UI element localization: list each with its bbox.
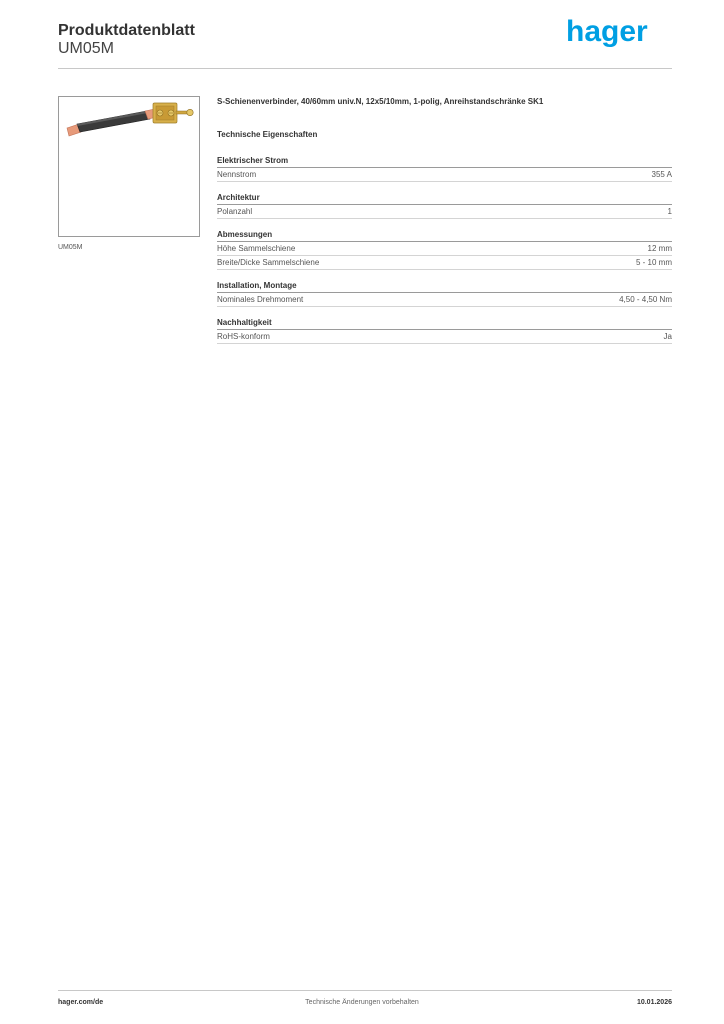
spec-value: 5 - 10 mm: [635, 258, 672, 267]
spec-group-title: Abmessungen: [217, 229, 672, 242]
spec-value: 12 mm: [647, 244, 672, 253]
spec-group-sustainability: [217, 317, 672, 344]
image-caption: UM05M: [58, 244, 83, 251]
spec-group-title: Installation, Montage: [217, 280, 672, 293]
spec-value: Ja: [663, 332, 672, 341]
spec-label: Breite/Dicke Sammelschiene: [217, 258, 320, 267]
spec-group-architecture: [217, 192, 672, 219]
footer-disclaimer: Technische Änderungen vorbehalten: [305, 999, 419, 1006]
product-code: UM05M: [58, 40, 115, 57]
spec-label: Höhe Sammelschiene: [217, 244, 296, 253]
spec-group-electrical: [217, 155, 672, 182]
spec-value: 4,50 - 4,50 Nm: [619, 295, 672, 304]
spec-group-title: Architektur: [217, 192, 672, 205]
spec-label: RoHS-konform: [217, 332, 270, 341]
spec-value: 1: [667, 207, 672, 216]
header-divider: [58, 68, 672, 69]
spec-row: [217, 242, 672, 256]
logo-text: hager: [566, 15, 648, 48]
spec-row: [217, 205, 672, 219]
spec-label: Nennstrom: [217, 170, 257, 179]
busbar-connector-image: [59, 97, 199, 236]
spec-label: Polanzahl: [217, 207, 253, 216]
specs-heading: Technische Eigenschaften: [217, 130, 318, 139]
spec-group-installation: [217, 280, 672, 307]
spec-group-title: Nachhaltigkeit: [217, 317, 672, 330]
spec-row: [217, 293, 672, 307]
page-title: Produktdatenblatt: [58, 22, 195, 39]
product-description: S-Schienenverbinder, 40/60mm univ.N, 12x5/10mm, 1-polig, Anreihstandschränke SK1: [217, 97, 544, 106]
hager-logo[interactable]: [566, 14, 662, 48]
spec-label: Nominales Drehmoment: [217, 295, 304, 304]
spec-row: [217, 330, 672, 344]
spec-content: [217, 96, 672, 354]
footer-divider: [58, 990, 672, 991]
product-image: [58, 96, 200, 237]
spec-row: [217, 256, 672, 270]
footer-website-link[interactable]: hager.com/de: [58, 999, 104, 1006]
spec-row: [217, 168, 672, 182]
spec-value: 355 A: [651, 170, 672, 179]
spec-group-title: Elektrischer Strom: [217, 155, 672, 168]
spec-group-dimensions: [217, 229, 672, 270]
footer-date: 10.01.2026: [636, 999, 672, 1006]
